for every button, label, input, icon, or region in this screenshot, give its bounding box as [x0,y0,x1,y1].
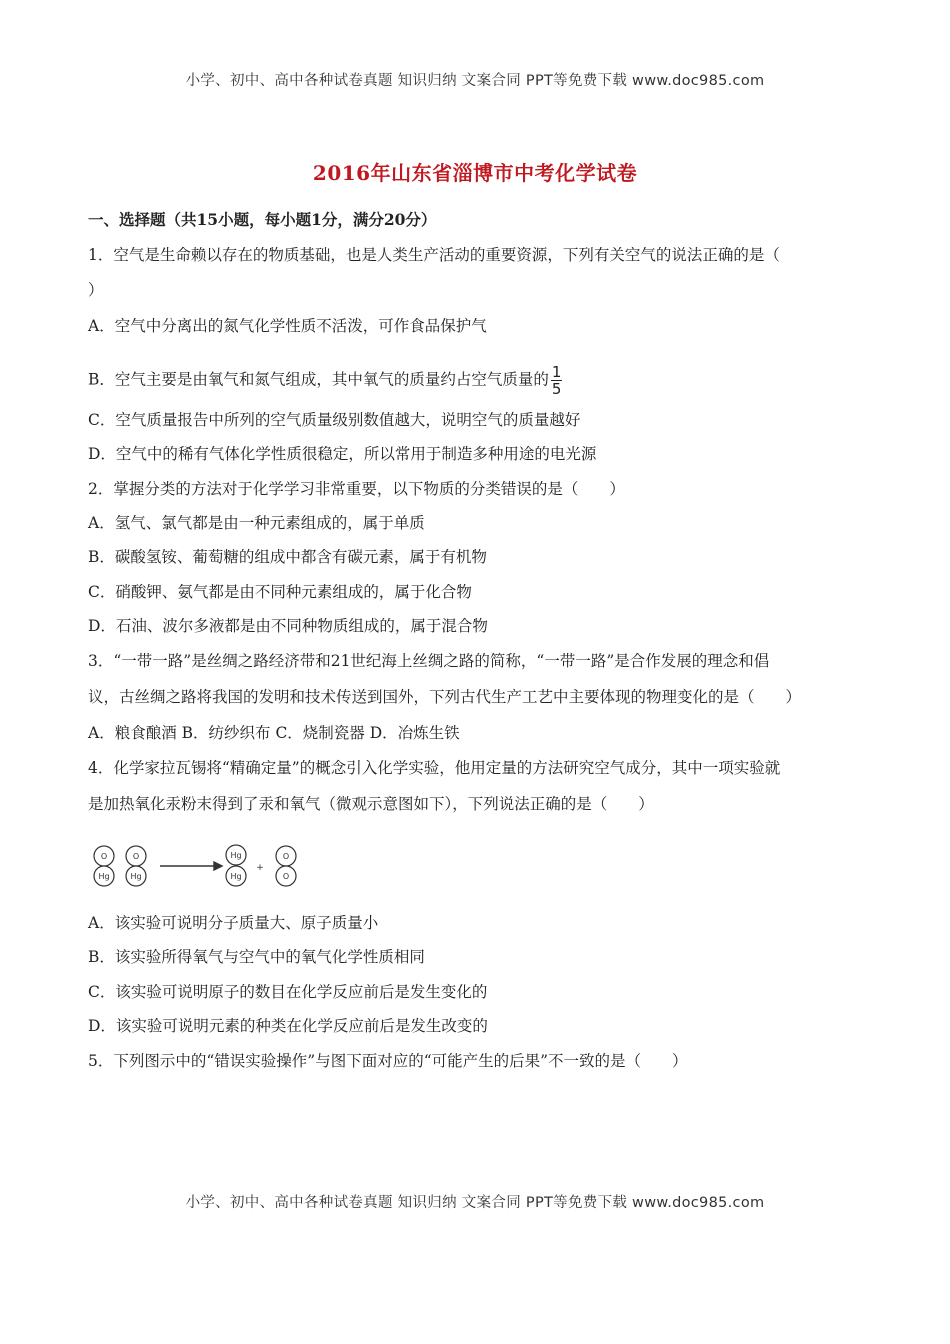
question-4-stem: 4．化学家拉瓦锡将“精确定量”的概念引入化学实验，他用定量的方法研究空气成分，其中一项实验就 [88,759,781,777]
question-1-option-d: D．空气中的稀有气体化学性质很稳定，所以常用于制造多种用途的电光源 [88,445,597,463]
atom-label: O [282,872,290,881]
question-3-options: A．粮食酿酒 B．纺纱织布 C．烧制瓷器 D．冶炼生铁 [88,724,460,742]
reaction-arrow-icon [160,862,222,870]
question-1-stem: 1．空气是生命赖以存在的物质基础，也是人类生产活动的重要资源，下列有关空气的说法正确的是（ [88,246,780,264]
question-4-stem-cont: 是加热氧化汞粉末得到了汞和氧气（微观示意图如下），下列说法正确的是（ ） [88,795,654,813]
atom-label: Hg [230,851,242,860]
plus-sign: + [256,863,264,873]
fraction [551,364,563,397]
section-heading: 一、选择题（共15小题，每小题1分，满分20分） [88,210,437,229]
question-4-option-b: B．该实验所得氧气与空气中的氧气化学性质相同 [88,948,425,966]
atom-label: O [100,852,108,861]
question-4-option-a: A．该实验可说明分子质量大、原子质量小 [88,914,379,932]
question-5-stem: 5．下列图示中的“错误实验操作”与图下面对应的“可能产生的后果”不一致的是（ ） [88,1052,688,1070]
question-2-option-c: C．硝酸钾、氨气都是由不同种元素组成的，属于化合物 [88,583,472,601]
atom-label: O [282,852,290,861]
question-2-stem: 2．掌握分类的方法对于化学学习非常重要，以下物质的分类错误的是（ ） [88,480,625,498]
atom-label: Hg [230,872,242,881]
question-2-option-a: A．氢气、氯气都是由一种元素组成的，属于单质 [88,514,425,532]
question-3-stem: 3．“一带一路”是丝绸之路经济带和21世纪海上丝绸之路的简称，“一带一路”是合作发展的理念和倡 [88,652,770,670]
fraction-denominator: 5 [551,380,562,398]
page-footer: 小学、初中、高中各种试卷真题 知识归纳 文案合同 PPT等免费下载 www.doc985.com [185,1195,765,1211]
question-2-option-b: B．碳酸氢铵、葡萄糖的组成中都含有碳元素，属于有机物 [88,548,487,566]
question-3-stem-cont: 议，古丝绸之路将我国的发明和技术传送到国外，下列古代生产工艺中主要体现的物理变化的是（ ） [88,688,802,706]
atom-label: O [132,852,140,861]
question-4-option-d: D．该实验可说明元素的种类在化学反应前后是发生改变的 [88,1017,488,1035]
question-1-option-b-text: B．空气主要是由氧气和氮气组成，其中氧气的质量约占空气质量的 [88,370,549,389]
question-1-stem-end: ） [88,281,104,299]
reaction-diagram [88,842,308,892]
fraction-numerator: 1 [551,363,562,381]
question-4-option-c: C．该实验可说明原子的数目在化学反应前后是发生变化的 [88,983,488,1001]
atom-label: Hg [98,872,110,881]
page-header: 小学、初中、高中各种试卷真题 知识归纳 文案合同 PPT等免费下载 www.doc985.com [185,73,765,89]
question-1-option-a: A．空气中分离出的氮气化学性质不活泼，可作食品保护气 [88,317,487,335]
question-1-option-c: C．空气质量报告中所列的空气质量级别数值越大，说明空气的质量越好 [88,411,581,429]
question-1-option-b [88,364,868,397]
page-title: 2016年山东省淄博市中考化学试卷 [312,161,638,185]
question-2-option-d: D．石油、波尔多液都是由不同种物质组成的，属于混合物 [88,617,488,635]
atom-label: Hg [130,872,142,881]
